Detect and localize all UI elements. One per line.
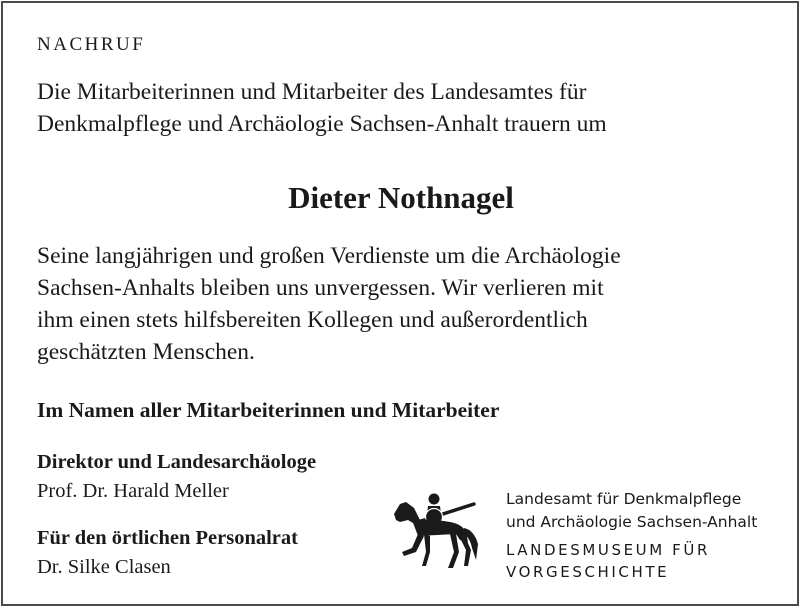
institution-name [506,488,757,534]
museum-name-line: VORGESCHICHTE [506,563,670,581]
on-behalf-line: Im Namen aller Mitarbeiterinnen und Mitarbeiter [37,398,500,422]
intro-text [37,76,777,140]
intro-line: Die Mitarbeiterinnen und Mitarbeiter des Landesamtes für [37,79,587,105]
institution-name-line: Landesamt für Denkmalpflege [506,490,742,508]
tribute-line: geschätzten Menschen. [37,339,255,365]
deceased-name: Dieter Nothnagel [288,180,514,215]
tribute-text [37,240,777,368]
signatory-name: Prof. Dr. Harald Meller [37,480,229,502]
museum-name [506,539,710,583]
tribute-line: Seine langjährigen und großen Verdienste um die Archäologie [37,243,621,269]
notice-heading: NACHRUF [37,34,146,55]
signatory-name: Dr. Silke Clasen [37,556,171,578]
signatory-role: Direktor und Landesarchäologe [37,451,317,473]
horse-rider-logo-icon [388,490,488,580]
museum-name-line: LANDESMUSEUM FÜR [506,541,710,559]
tribute-line: Sachsen-Anhalts bleiben uns unvergessen. Wir verlieren mit [37,275,604,301]
obituary-notice [1,1,799,606]
institution-name-line: und Archäologie Sachsen-Anhalt [506,513,758,531]
intro-line: Denkmalpflege und Archäologie Sachsen-Anhalt trauern um [37,111,607,137]
tribute-line: ihm einen stets hilfsbereiten Kollegen und außerordentlich [37,307,588,333]
signatory-role: Für den örtlichen Personalrat [37,527,298,549]
